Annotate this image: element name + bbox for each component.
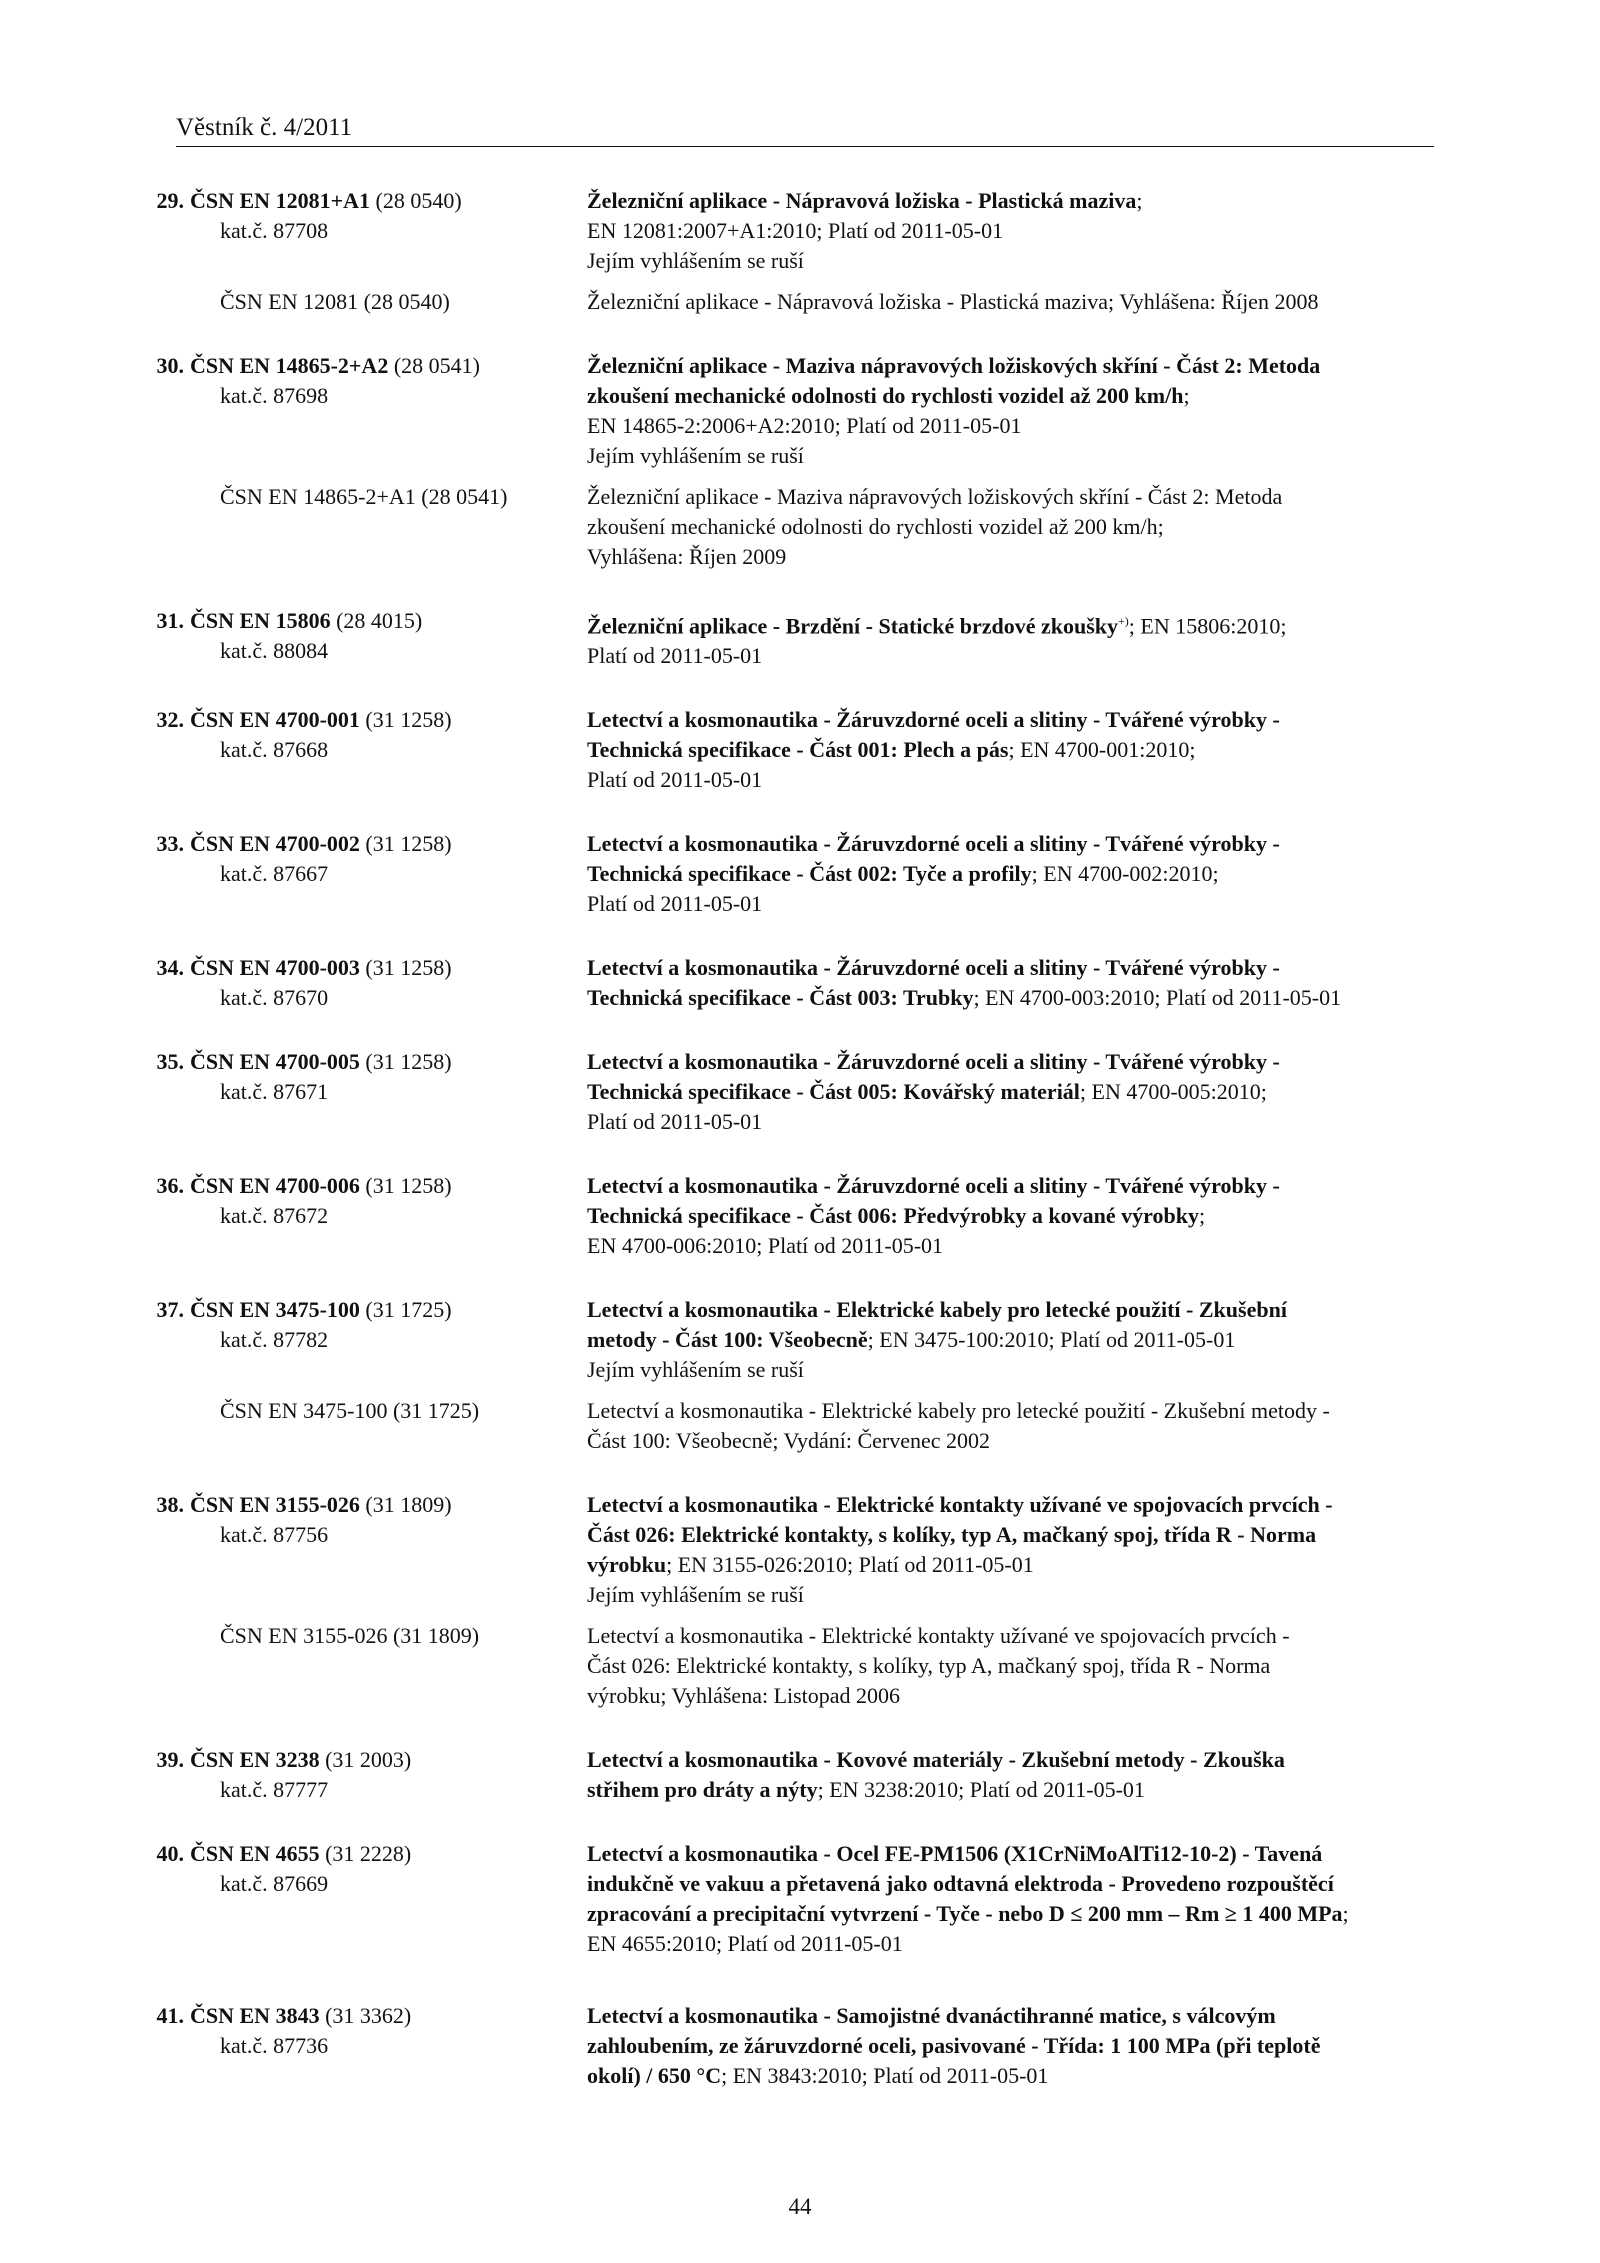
entry-number: 39. — [156, 1747, 184, 1773]
standard-title — [587, 606, 1434, 641]
standard-number: ČSN EN 4700-002 — [190, 831, 360, 857]
title-suffix: ; EN 4700-002:2010; — [1031, 861, 1219, 887]
standard-entry — [0, 829, 1600, 919]
title-text: Technická specifikace - Část 005: Kovářský materiál — [587, 1079, 1080, 1105]
classification-code: (31 1258) — [365, 1049, 452, 1075]
standard-number: ČSN EN 3843 — [190, 2003, 320, 2029]
title-suffix: ; EN 15806:2010; — [1128, 613, 1287, 639]
classification-code: (31 1809) — [365, 1492, 452, 1518]
standard-number: ČSN EN 12081+A1 — [190, 188, 370, 213]
entry-number: 38. — [156, 1492, 184, 1518]
withdrawn-line: výrobku; Vyhlášena: Listopad 2006 — [587, 1683, 901, 1709]
title-text: Letectví a kosmonautika - Ocel FE-PM1506 (X1CrNiMoAlTi12-10-2) - Tavená — [587, 1841, 1323, 1867]
standard-description — [406, 1745, 1600, 1805]
entry-identifier — [0, 606, 423, 666]
bulletin-title: Věstník č. 4/2011 — [176, 114, 353, 141]
classification-code: (31 1258) — [365, 707, 452, 733]
standard-designation — [156, 186, 462, 216]
title-text: indukčně ve vakuu a přetavená jako odtavná elektroda - Provedeno rozpouštěcí — [587, 1871, 1334, 1897]
standard-title — [587, 1839, 1434, 1929]
detail-line: EN 4655:2010; Platí od 2011-05-01 — [587, 1931, 903, 1957]
entry-number: 41. — [156, 2003, 184, 2029]
withdrawn-standard-number: ČSN EN 3475-100 (31 1725) — [220, 1398, 480, 1424]
title-suffix: ; — [1342, 1901, 1349, 1927]
title-text: Letectví a kosmonautika - Žáruvzdorné oceli a slitiny - Tvářené výrobky - — [587, 831, 1280, 857]
standard-designation — [156, 829, 452, 859]
withdrawn-standard — [0, 482, 1600, 572]
entry-identifier — [0, 2001, 412, 2061]
withdrawn-standard-number: ČSN EN 14865-2+A1 (28 0541) — [220, 484, 508, 509]
classification-code: (31 1725) — [365, 1297, 452, 1323]
detail-line: Jejím vyhlášením se ruší — [587, 443, 804, 468]
title-text: okolí) / 650 °C — [587, 2063, 722, 2089]
standard-designation — [156, 1171, 452, 1201]
standard-number: ČSN EN 4655 — [190, 1841, 320, 1867]
title-text: Železniční aplikace - Maziva nápravových ložiskových skříní - Část 2: Metoda — [587, 353, 1321, 378]
entry-number: 40. — [156, 1841, 184, 1867]
standard-title — [587, 1745, 1434, 1805]
standard-number: ČSN EN 4700-001 — [190, 707, 360, 733]
standard-description — [406, 1490, 1600, 1610]
standard-description — [406, 2001, 1600, 2091]
title-text: Letectví a kosmonautika - Žáruvzdorné oceli a slitiny - Tvářené výrobky - — [587, 955, 1280, 981]
detail-line: Platí od 2011-05-01 — [587, 1109, 763, 1135]
classification-code: (28 0540) — [375, 188, 462, 213]
standard-description — [406, 1295, 1600, 1385]
catalog-number: kat.č. 87708 — [220, 218, 329, 243]
standard-designation — [156, 705, 452, 735]
standard-title — [587, 351, 1434, 411]
entry-identifier — [0, 829, 452, 889]
standard-number: ČSN EN 4700-006 — [190, 1173, 360, 1199]
withdrawn-description — [406, 1621, 1600, 1711]
classification-code: (31 1258) — [365, 1173, 452, 1199]
entry-row — [0, 829, 1600, 919]
entry-row — [0, 1490, 1600, 1610]
withdrawn-description — [406, 287, 1600, 317]
catalog-number: kat.č. 87667 — [220, 861, 329, 887]
withdrawn-line: Část 026: Elektrické kontakty, s kolíky, typ A, mačkaný spoj, třída R - Norma — [587, 1653, 1271, 1679]
standards-list — [0, 186, 1600, 2125]
standard-entry — [0, 186, 1600, 317]
standard-title — [587, 1295, 1434, 1355]
catalog-number: kat.č. 87782 — [220, 1327, 329, 1353]
classification-code: (31 2003) — [325, 1747, 412, 1773]
withdrawn-standard-number: ČSN EN 3155-026 (31 1809) — [220, 1623, 480, 1649]
standard-number: ČSN EN 15806 — [190, 608, 331, 633]
standard-entry — [0, 953, 1600, 1013]
entry-row — [0, 1839, 1600, 1959]
standard-entry — [0, 2001, 1600, 2091]
standard-description — [406, 953, 1600, 1013]
entry-number: 34. — [156, 955, 184, 981]
catalog-number: kat.č. 87672 — [220, 1203, 329, 1229]
standard-entry — [0, 1490, 1600, 1711]
catalog-number: kat.č. 87670 — [220, 985, 329, 1011]
withdrawn-description — [406, 1396, 1600, 1456]
entry-identifier — [0, 1047, 452, 1107]
withdrawn-line: zkoušení mechanické odolnosti do rychlosti vozidel až 200 km/h; — [587, 514, 1164, 539]
page-header — [176, 112, 1434, 147]
standard-title — [587, 829, 1434, 889]
standard-title — [587, 1047, 1434, 1107]
classification-code: (28 0541) — [393, 353, 480, 378]
catalog-number: kat.č. 87736 — [220, 2033, 329, 2059]
withdrawn-standard-number: ČSN EN 12081 (28 0540) — [220, 289, 450, 314]
standard-title — [587, 1490, 1434, 1580]
withdrawn-line: Vyhlášena: Říjen 2009 — [587, 544, 787, 569]
standard-description — [406, 1047, 1600, 1137]
standard-number: ČSN EN 4700-005 — [190, 1049, 360, 1075]
withdrawn-standard — [0, 1396, 1600, 1456]
standard-title — [587, 186, 1434, 216]
footnote-mark: +) — [1118, 614, 1129, 628]
standard-title — [587, 953, 1434, 1013]
standard-designation — [156, 2001, 412, 2031]
standard-title — [587, 2001, 1434, 2091]
classification-code: (31 1258) — [365, 831, 452, 857]
entry-row — [0, 1047, 1600, 1137]
entry-identifier — [0, 1745, 412, 1805]
title-text: Část 026: Elektrické kontakty, s kolíky, typ A, mačkaný spoj, třída R - Norma — [587, 1522, 1317, 1548]
withdrawn-designation — [0, 1396, 480, 1426]
standard-designation — [156, 1047, 452, 1077]
title-text: Letectví a kosmonautika - Samojistné dvanáctihranné matice, s válcovým — [587, 2003, 1276, 2029]
standard-number: ČSN EN 3155-026 — [190, 1492, 360, 1518]
withdrawn-line: Železniční aplikace - Maziva nápravových ložiskových skříní - Část 2: Metoda — [587, 484, 1283, 509]
title-text: metody - Část 100: Všeobecně — [587, 1327, 868, 1353]
standard-description — [406, 705, 1600, 795]
standard-description — [406, 1839, 1600, 1959]
withdrawn-standard — [0, 1621, 1600, 1711]
page-number: 44 — [788, 2194, 812, 2219]
entry-number: 30. — [156, 353, 184, 378]
standard-designation — [156, 606, 423, 636]
detail-line: Jejím vyhlášením se ruší — [587, 1582, 804, 1608]
title-text: zkoušení mechanické odolnosti do rychlosti vozidel až 200 km/h — [587, 383, 1184, 408]
title-text: Letectví a kosmonautika - Žáruvzdorné oceli a slitiny - Tvářené výrobky - — [587, 707, 1280, 733]
title-suffix: ; EN 3238:2010; Platí od 2011-05-01 — [817, 1777, 1145, 1803]
standard-description — [406, 829, 1600, 919]
entry-number: 31. — [156, 608, 184, 633]
detail-line: EN 14865-2:2006+A2:2010; Platí od 2011-05-01 — [587, 413, 1022, 438]
detail-line: Platí od 2011-05-01 — [587, 767, 763, 793]
entry-number: 35. — [156, 1049, 184, 1075]
entry-identifier — [0, 1171, 452, 1231]
standard-entry — [0, 1839, 1600, 1959]
standard-entry — [0, 1047, 1600, 1137]
standard-description — [406, 1171, 1600, 1261]
detail-line: Jejím vyhlášením se ruší — [587, 1357, 804, 1383]
standard-entry — [0, 606, 1600, 671]
title-suffix: ; EN 3843:2010; Platí od 2011-05-01 — [721, 2063, 1049, 2089]
entry-identifier — [0, 1839, 412, 1899]
title-suffix: ; EN 4700-001:2010; — [1008, 737, 1196, 763]
entry-row — [0, 1295, 1600, 1385]
entry-identifier — [0, 953, 452, 1013]
entry-row — [0, 1171, 1600, 1261]
title-text: výrobku — [587, 1552, 667, 1578]
standard-entry — [0, 1171, 1600, 1261]
entry-row — [0, 705, 1600, 795]
title-text: Technická specifikace - Část 002: Tyče a profily — [587, 861, 1032, 887]
title-text: Letectví a kosmonautika - Žáruvzdorné oceli a slitiny - Tvářené výrobky - — [587, 1049, 1280, 1075]
entry-row — [0, 186, 1600, 276]
classification-code: (31 3362) — [325, 2003, 412, 2029]
standard-designation — [156, 1839, 412, 1869]
standard-description — [406, 186, 1600, 276]
standard-number: ČSN EN 3475-100 — [190, 1297, 360, 1323]
detail-line: EN 4700-006:2010; Platí od 2011-05-01 — [587, 1233, 944, 1259]
withdrawn-description — [406, 482, 1600, 572]
catalog-number: kat.č. 87698 — [220, 383, 329, 408]
withdrawn-designation — [0, 482, 508, 512]
entry-number: 33. — [156, 831, 184, 857]
catalog-number: kat.č. 87668 — [220, 737, 329, 763]
title-text: střihem pro dráty a nýty — [587, 1777, 818, 1803]
standard-number: ČSN EN 14865-2+A2 — [190, 353, 389, 378]
standard-designation — [156, 1295, 452, 1325]
catalog-number: kat.č. 87671 — [220, 1079, 329, 1105]
standard-entry — [0, 351, 1600, 572]
title-suffix: ; — [1183, 383, 1190, 408]
title-text: Letectví a kosmonautika - Kovové materiály - Zkušební metody - Zkouška — [587, 1747, 1285, 1773]
standard-designation — [156, 1490, 452, 1520]
title-text: Technická specifikace - Část 006: Předvýrobky a kované výrobky — [587, 1203, 1199, 1229]
title-suffix: ; EN 4700-005:2010; — [1079, 1079, 1267, 1105]
entry-number: 37. — [156, 1297, 184, 1323]
title-text: Letectví a kosmonautika - Elektrické kabely pro letecké použití - Zkušební — [587, 1297, 1287, 1323]
standard-description — [406, 606, 1600, 671]
title-text: Letectví a kosmonautika - Elektrické kontakty užívané ve spojovacích prvcích - — [587, 1492, 1333, 1518]
standard-title — [587, 705, 1434, 765]
title-suffix: ; EN 3155-026:2010; Platí od 2011-05-01 — [666, 1552, 1034, 1578]
catalog-number: kat.č. 87756 — [220, 1522, 329, 1548]
withdrawn-line: Letectví a kosmonautika - Elektrické kabely pro letecké použití - Zkušební metody - — [587, 1398, 1330, 1424]
standard-designation — [156, 953, 452, 983]
standard-number: ČSN EN 4700-003 — [190, 955, 360, 981]
withdrawn-designation — [0, 287, 450, 317]
standard-designation — [156, 351, 480, 381]
entry-number: 36. — [156, 1173, 184, 1199]
standard-designation — [156, 1745, 412, 1775]
standard-entry — [0, 1295, 1600, 1456]
title-text: Železniční aplikace - Brzdění - Statické brzdové zkoušky — [587, 613, 1119, 639]
catalog-number: kat.č. 88084 — [220, 638, 329, 663]
standard-entry — [0, 705, 1600, 795]
standard-description — [406, 351, 1600, 471]
classification-code: (31 1258) — [365, 955, 452, 981]
withdrawn-line: Železniční aplikace - Nápravová ložiska - Plastická maziva; Vyhlášena: Říjen 2008 — [587, 289, 1319, 314]
title-suffix: ; — [1198, 1203, 1206, 1229]
standard-title — [587, 1171, 1434, 1231]
entry-row — [0, 2001, 1600, 2091]
entry-identifier — [0, 1490, 452, 1550]
entry-identifier — [0, 1295, 452, 1355]
title-suffix: ; — [1136, 188, 1143, 213]
entry-number: 32. — [156, 707, 184, 733]
title-text: Technická specifikace - Část 001: Plech a pás — [587, 737, 1009, 763]
entry-identifier — [0, 186, 462, 246]
withdrawn-standard — [0, 287, 1600, 317]
entry-identifier — [0, 351, 480, 411]
entry-row — [0, 1745, 1600, 1805]
entry-number: 29. — [156, 188, 184, 213]
classification-code: (28 4015) — [336, 608, 423, 633]
catalog-number: kat.č. 87777 — [220, 1777, 329, 1803]
detail-line: EN 12081:2007+A1:2010; Platí od 2011-05-01 — [587, 218, 1004, 243]
detail-line: Platí od 2011-05-01 — [587, 891, 763, 917]
title-text: Technická specifikace - Část 003: Trubky — [587, 985, 974, 1011]
standard-entry — [0, 1745, 1600, 1805]
entry-row — [0, 953, 1600, 1013]
withdrawn-designation — [0, 1621, 480, 1651]
classification-code: (31 2228) — [325, 1841, 412, 1867]
title-suffix: ; EN 4700-003:2010; Platí od 2011-05-01 — [973, 985, 1342, 1011]
entry-row — [0, 351, 1600, 471]
detail-line: Jejím vyhlášením se ruší — [587, 248, 804, 273]
entry-identifier — [0, 705, 452, 765]
withdrawn-line: Část 100: Všeobecně; Vydání: Červenec 2002 — [587, 1428, 991, 1454]
detail-line: Platí od 2011-05-01 — [587, 643, 763, 669]
catalog-number: kat.č. 87669 — [220, 1871, 329, 1897]
title-text: Železniční aplikace - Nápravová ložiska - Plastická maziva — [587, 188, 1137, 213]
withdrawn-line: Letectví a kosmonautika - Elektrické kontakty užívané ve spojovacích prvcích - — [587, 1623, 1290, 1649]
title-text: Letectví a kosmonautika - Žáruvzdorné oceli a slitiny - Tvářené výrobky - — [587, 1173, 1280, 1199]
title-text: zpracování a precipitační vytvrzení - Tyče - nebo D ≤ 200 mm – Rm ≥ 1 400 MPa — [587, 1901, 1343, 1927]
standard-number: ČSN EN 3238 — [190, 1747, 320, 1773]
title-text: zahloubením, ze žáruvzdorné oceli, pasivované - Třída: 1 100 MPa (při teplotě — [587, 2033, 1321, 2059]
entry-row — [0, 606, 1600, 671]
title-suffix: ; EN 3475-100:2010; Platí od 2011-05-01 — [867, 1327, 1236, 1353]
